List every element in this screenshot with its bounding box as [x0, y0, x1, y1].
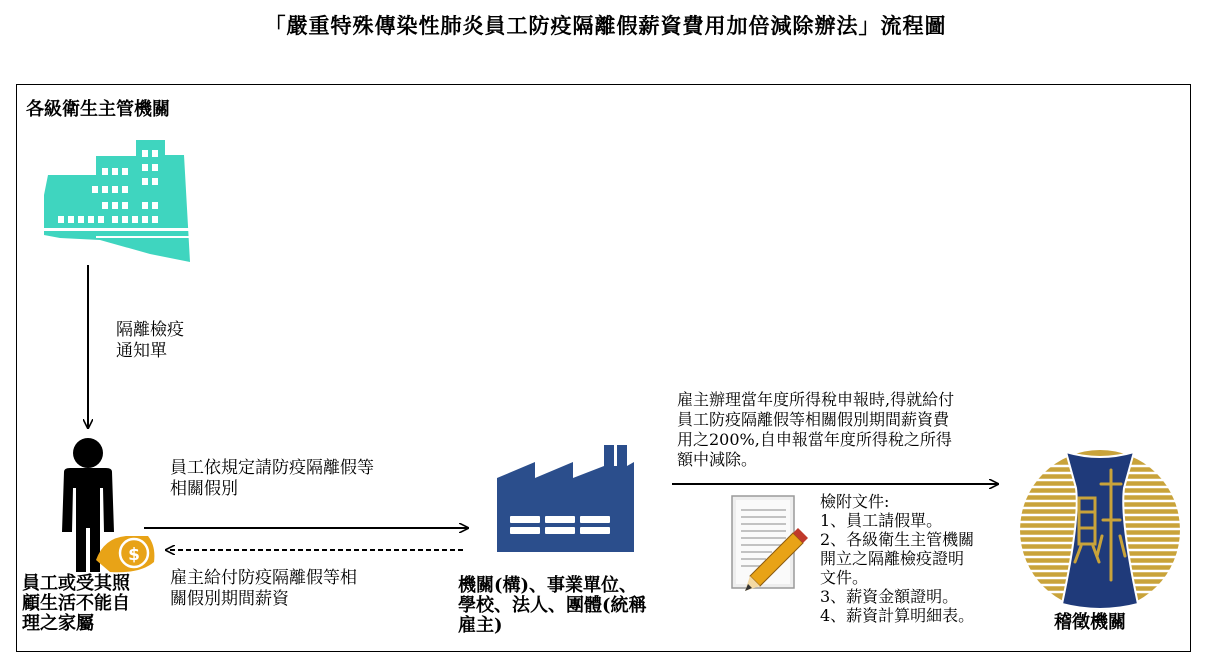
- document-pen-icon: [732, 496, 808, 591]
- tax-agency-logo-icon: [1020, 450, 1180, 610]
- document-item: 3、薪資金額證明。: [820, 587, 959, 606]
- money-bag-icon: [96, 536, 154, 572]
- edge-label-tax-filing: 雇主辦理當年度所得稅申報時,得就給付 員工防疫隔離假等相關假別期間薪資費 用之200%,自申報當年度所得稅之所得 額中減除。: [677, 390, 955, 469]
- node-tax-agency: 稽徵機關: [1054, 612, 1126, 633]
- edge-label-pay-salary: 雇主給付防疫隔離假等相 關假別期間薪資: [170, 568, 357, 609]
- edge-label-notice: 隔離檢疫 通知單: [116, 320, 184, 361]
- node-employee: 員工或受其照 顧生活不能自 理之家屬: [22, 573, 130, 634]
- hospital-icon: [44, 140, 196, 262]
- node-health-agency: 各級衛生主管機關: [26, 99, 170, 120]
- documents-list: [820, 492, 974, 625]
- documents-heading: 檢附文件:: [820, 492, 890, 511]
- factory-icon: [497, 445, 634, 552]
- node-employer: 機關(構)、事業單位、 學校、法人、團體(統稱 雇主): [458, 575, 647, 636]
- document-item: 4、薪資計算明細表。: [820, 606, 975, 625]
- document-item: 1、員工請假單。: [820, 511, 943, 530]
- page-title: 「嚴重特殊傳染性肺炎員工防疫隔離假薪資費用加倍減除辦法」流程圖: [264, 13, 947, 38]
- document-item: 2、各級衛生主管機關 開立之隔離檢疫證明 文件。: [820, 530, 975, 587]
- edge-label-request-leave: 員工依規定請防疫隔離假等 相關假別: [170, 458, 374, 499]
- svg-text:$: $: [128, 545, 140, 565]
